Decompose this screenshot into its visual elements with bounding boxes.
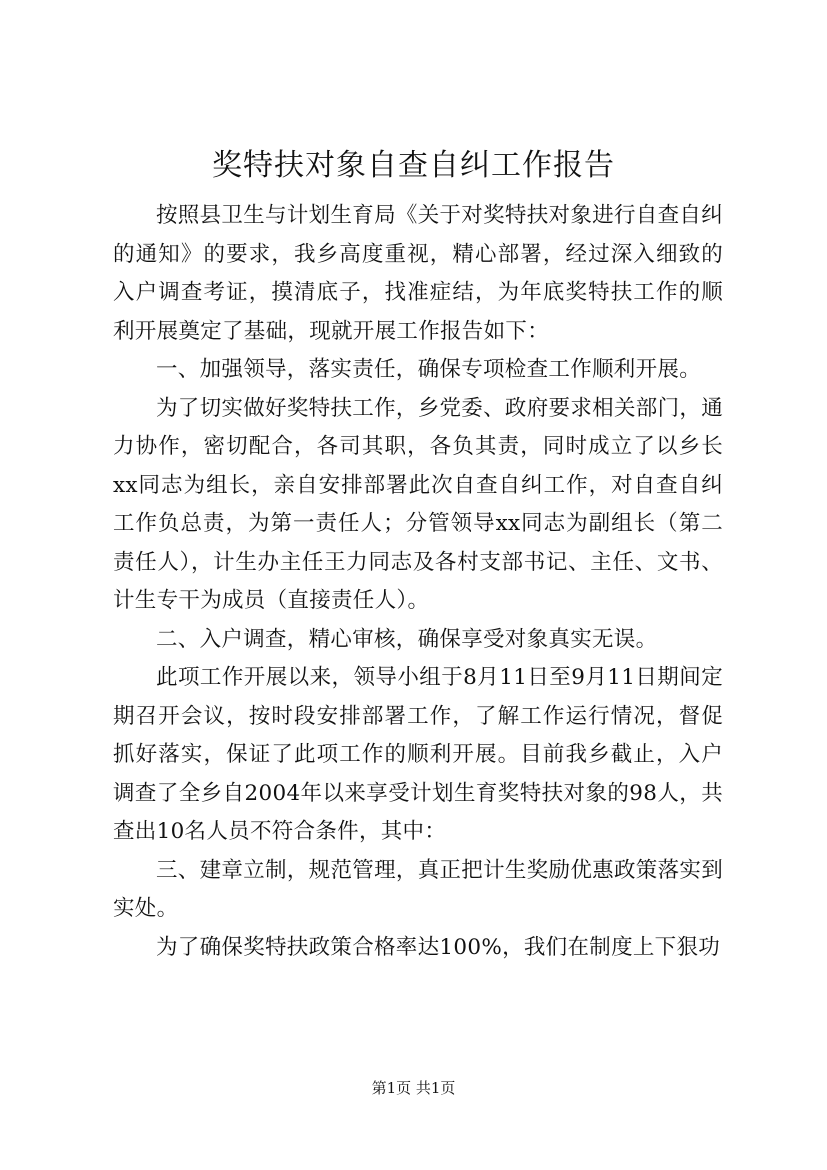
paragraph: 为了确保奖特扶政策合格率达100%，我们在制度上下狠功 <box>156 934 721 960</box>
paragraph: 为了切实做好奖特扶工作，乡党委、政府要求相关部门，通力协作，密切配合，各司其职，各负其责，同时成立了以乡长xx同志为组长，亲自安排部署此次自查自纠工作，对自查自纠工作负总责，为第一责任人；分管领导xx同志为副组长（第二责任人），计生办主任王力同志及各村支部书记、主任、文书、计生专干为成员（直接责任人）。 <box>113 395 723 613</box>
document-body <box>113 197 723 967</box>
paragraph: 按照县卫生与计划生育局《关于对奖特扶对象进行自查自纠的通知》的要求，我乡高度重视，精心部署，经过深入细致的入户调查考证，摸清底子，找准症结，为年底奖特扶工作的顺利开展奠定了基础，现就开展工作报告如下： <box>113 203 723 344</box>
paragraph: 此项工作开展以来，领导小组于8月11日至9月11日期间定期召开会议，按时段安排部署工作，了解工作运行情况，督促抓好落实，保证了此项工作的顺利开展。目前我乡截止，入户调查了全乡自2004年以来享受计划生育奖特扶对象的98人，共查出10名人员不符合条件，其中： <box>113 665 723 844</box>
section-heading: 二、入户调查，精心审核，确保享受对象真实无误。 <box>156 626 658 652</box>
section-heading: 一、加强领导，落实责任，确保专项检查工作顺利开展。 <box>156 357 702 382</box>
document-title: 奖特扶对象自查自纠工作报告 <box>212 148 615 183</box>
section-heading: 三、建章立制，规范管理，真正把计生奖励优惠政策落实到实处。 <box>113 857 723 921</box>
page-footer: 第1页 共1页 <box>371 1079 456 1097</box>
